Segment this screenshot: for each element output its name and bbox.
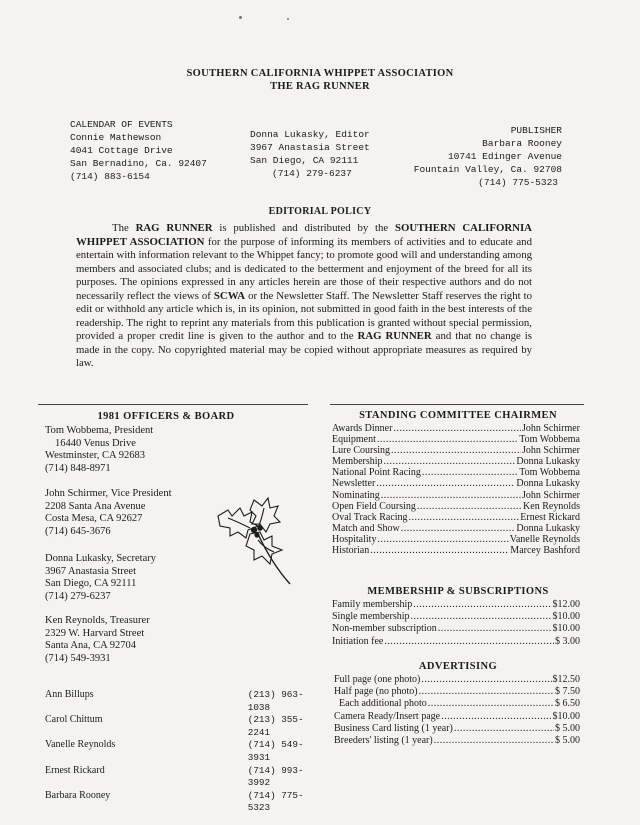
list-item: [332, 599, 580, 611]
policy-part: The: [112, 222, 136, 234]
ad-price: $ 5.00: [555, 722, 580, 734]
board-member-name: Vanelle Reynolds: [45, 739, 116, 751]
list-item: [332, 523, 580, 534]
calendar-street: 4041 Cottage Drive: [70, 145, 173, 156]
leader-dots: [381, 490, 521, 501]
list-item: [332, 545, 580, 556]
leader-dots: [401, 523, 516, 534]
officer-line: Santa Ana, CA 92704: [45, 640, 136, 652]
leader-dots: [370, 545, 509, 556]
editor-city: San Diego, CA 92111: [250, 155, 359, 166]
officer-line: San Diego, CA 92111: [45, 578, 137, 590]
leader-dots: [428, 698, 554, 710]
list-item: [45, 739, 325, 764]
fee-label: Initiation fee: [332, 635, 384, 647]
list-item: [334, 686, 580, 698]
board-member-phone: (714) 549-3931: [247, 739, 304, 763]
advertising-heading: ADVERTISING: [418, 661, 498, 672]
chairman-name: John Schirmer: [521, 489, 580, 501]
officer-line: 16440 Venus Drive: [55, 437, 136, 449]
committee-name: Open Field Coursing: [332, 500, 416, 512]
chairman-name: Donna Lukasky: [516, 478, 580, 490]
committee-name: Historian: [332, 545, 370, 557]
chairman-name: Ken Reynolds: [523, 500, 580, 512]
committee-heading: STANDING COMMITTEE CHAIRMEN: [359, 410, 557, 421]
list-item: [332, 467, 580, 478]
list-item: [332, 636, 580, 648]
chairman-name: Donna Lukasky: [516, 522, 580, 534]
board-member-phone: (213) 963-1038: [247, 689, 304, 713]
chairman-name: Vanelle Reynolds: [509, 533, 580, 545]
leader-dots: [417, 501, 522, 512]
leader-dots: [441, 711, 551, 723]
ad-price: $ 6.50: [555, 698, 580, 710]
ad-price: $ 5.00: [555, 735, 580, 747]
leader-dots: [384, 636, 554, 648]
officers-heading: 1981 OFFICERS & BOARD: [97, 411, 235, 422]
chairman-name: Donna Lukasky: [516, 456, 580, 468]
board-member-name: Ann Billups: [45, 689, 94, 700]
policy-part: or the Newsletter Staff. The Newsletter Staff reserves the right to edit or withhold any article which is, in its opinion, not submitted in good faith in the best interests of the readership. The right to reprint any materials from this publication is granted without special permission, provided a proper credit line is given to the author and to the: [76, 289, 532, 342]
list-item: [332, 512, 580, 523]
chairman-name: Ernest Rickard: [520, 511, 580, 523]
chairman-name: Tom Wobbema: [519, 467, 580, 479]
list-item: [45, 790, 325, 815]
list-item: [334, 674, 580, 686]
committee-name: Match and Show: [332, 522, 400, 534]
membership-list: [332, 599, 580, 648]
holly-illustration: [214, 494, 294, 586]
fee-amount: $10.00: [552, 611, 580, 623]
committee-name: Newsletter: [332, 478, 376, 490]
list-item: [45, 689, 325, 714]
board-member-name: Barbara Rooney: [45, 789, 111, 801]
list-item: [45, 765, 325, 790]
board-member-name: Ernest Rickard: [45, 764, 105, 776]
officer-line: John Schirmer, Vice President: [45, 488, 172, 499]
list-item: [332, 501, 580, 512]
committee-name: Lure Coursing: [332, 445, 391, 457]
list-item: [332, 478, 580, 489]
fee-label: Single membership: [332, 611, 410, 623]
list-item: [332, 623, 580, 635]
publisher-phone: (714) 775-5323: [478, 177, 558, 188]
leader-dots: [393, 423, 520, 434]
calendar-phone: (714) 883-6154: [70, 171, 150, 182]
list-item: [334, 698, 580, 710]
board-member-name: Carol Chittum: [45, 714, 103, 726]
officer-line: (714) 645-3676: [45, 525, 111, 537]
officer-line: 2329 W. Harvard Street: [45, 627, 145, 639]
newsletter-name: THE RAG RUNNER: [270, 81, 370, 92]
list-item: [332, 611, 580, 623]
leader-dots: [411, 611, 552, 623]
officer-block: [45, 488, 171, 538]
committee-list: [332, 423, 580, 556]
officer-line: Ken Reynolds, Treasurer: [45, 615, 150, 626]
board-members-list: [45, 689, 325, 815]
committee-name: National Point Racing: [332, 467, 421, 479]
policy-part: for the purpose of informing its members of activities and to educate and entertain with information relevant to the Whippet fancy; to promote good will and understanding among members and associated clubs; and is dedicated to the betterment and enjoyment of the breed for all its purposes. The opinions expressed in any articles herein are those of their respective authors and do not necessarily reflect the views of: [76, 235, 532, 302]
leader-dots: [419, 686, 554, 698]
list-item: [334, 735, 580, 747]
policy-bold: RAG RUNNER: [357, 330, 432, 342]
officer-line: Tom Wobbema, President: [45, 425, 154, 436]
officer-line: Westminster, CA 92683: [45, 450, 145, 462]
list-item: [332, 434, 580, 445]
leader-dots: [421, 674, 551, 686]
publisher-street: 10741 Edinger Avenue: [447, 151, 562, 162]
policy-bold: SOUTHERN CALIFORNIA WHIPPET ASSOCIATION: [76, 222, 532, 248]
list-item: [45, 714, 325, 739]
ad-label: Half page (no photo): [334, 686, 418, 698]
list-item: [332, 445, 580, 456]
leader-dots: [438, 623, 552, 635]
ad-label: Business Card listing (1 year): [334, 722, 453, 734]
leader-dots: [422, 467, 518, 478]
officer-line: (714) 279-6237: [45, 590, 111, 602]
divider: [330, 404, 584, 405]
leader-dots: [376, 478, 515, 489]
membership-heading: MEMBERSHIP & SUBSCRIPTIONS: [367, 586, 549, 597]
policy-text: [76, 222, 532, 371]
committee-name: Equipment: [332, 434, 376, 446]
list-item: [332, 456, 580, 467]
officer-line: Costa Mesa, CA 92627: [45, 513, 143, 525]
leader-dots: [377, 434, 518, 445]
leader-dots: [384, 456, 516, 467]
policy-title: EDITORIAL POLICY: [268, 206, 372, 217]
committee-name: Awards Dinner: [332, 423, 393, 434]
calendar-city: San Bernadino, Ca. 92407: [70, 158, 207, 169]
list-item: [332, 534, 580, 545]
officer-line: 2208 Santa Ana Avenue: [45, 500, 146, 512]
policy-part: is published and distributed by the: [212, 222, 395, 234]
org-name: SOUTHERN CALIFORNIA WHIPPET ASSOCIATION: [186, 68, 454, 79]
leader-dots: [413, 599, 551, 611]
chairman-name: John Schirmer: [521, 423, 580, 434]
chairman-name: Marcey Bashford: [510, 545, 580, 557]
advertising-list: [334, 674, 580, 747]
list-item: [332, 423, 580, 434]
chairman-name: Tom Wobbema: [519, 434, 580, 446]
editor-contact: [250, 128, 370, 180]
leader-dots: [434, 735, 554, 747]
divider: [38, 404, 308, 405]
editor-street: 3967 Anastasia Street: [250, 142, 370, 153]
officer-line: Donna Lukasky, Secretary: [45, 553, 156, 564]
fee-label: Family membership: [332, 599, 413, 610]
fee-amount: $10.00: [552, 623, 580, 635]
board-member-phone: (213) 355-2241: [247, 714, 304, 738]
list-item: [334, 723, 580, 735]
officer-block: [45, 553, 156, 603]
list-item: [332, 490, 580, 501]
publisher-name: Barbara Rooney: [482, 138, 562, 149]
officer-line: (714) 549-3931: [45, 652, 111, 664]
policy-bold: RAG RUNNER: [135, 222, 213, 234]
leader-dots: [377, 534, 508, 545]
ad-label: Full page (one photo): [334, 674, 421, 685]
leader-dots: [409, 512, 520, 523]
officer-line: 3967 Anastasia Street: [45, 565, 136, 577]
fee-amount: $ 3.00: [555, 635, 580, 647]
board-member-phone: (714) 993-3992: [247, 764, 304, 789]
leader-dots: [391, 445, 521, 456]
fee-amount: $12.00: [552, 599, 580, 610]
officer-block: [45, 425, 153, 475]
publisher-city: Fountain Valley, Ca. 92708: [413, 164, 562, 175]
ad-price: $12.50: [552, 674, 580, 685]
calendar-name: Connie Mathewson: [70, 132, 162, 143]
board-member-phone: (714) 775-5323: [247, 789, 304, 814]
publisher-title: PUBLISHER: [510, 125, 562, 136]
committee-name: Oval Track Racing: [332, 511, 408, 523]
officer-line: (714) 848-8971: [45, 462, 111, 474]
committee-name: Membership: [332, 456, 383, 468]
fee-label: Non-member subscription: [332, 623, 437, 635]
policy-part: and that no change is made in the copy. No copyrighted material may be copied without appropriate measures as required by law.: [76, 330, 532, 369]
editor-title: Donna Lukasky, Editor: [250, 129, 370, 140]
chairman-name: John Schirmer: [521, 445, 580, 457]
speck: [287, 18, 289, 20]
ad-label: Camera Ready/Insert page: [334, 710, 441, 722]
committee-name: Hospitality: [332, 533, 377, 545]
ad-label: Each additional photo: [334, 698, 427, 710]
ad-price: $10.00: [552, 710, 580, 722]
publisher-contact: [400, 124, 562, 189]
list-item: [334, 711, 580, 723]
ad-price: $ 7.50: [555, 686, 580, 698]
leader-dots: [454, 723, 554, 735]
ad-label: Breeders' listing (1 year): [334, 735, 433, 747]
speck: [239, 16, 242, 19]
calendar-title: CALENDAR OF EVENTS: [70, 119, 173, 130]
editor-phone: (714) 279-6237: [272, 168, 352, 179]
calendar-contact: [70, 118, 207, 183]
committee-name: Nominating: [332, 489, 380, 501]
policy-bold: SCWA: [213, 289, 246, 302]
officer-block: [45, 615, 150, 665]
